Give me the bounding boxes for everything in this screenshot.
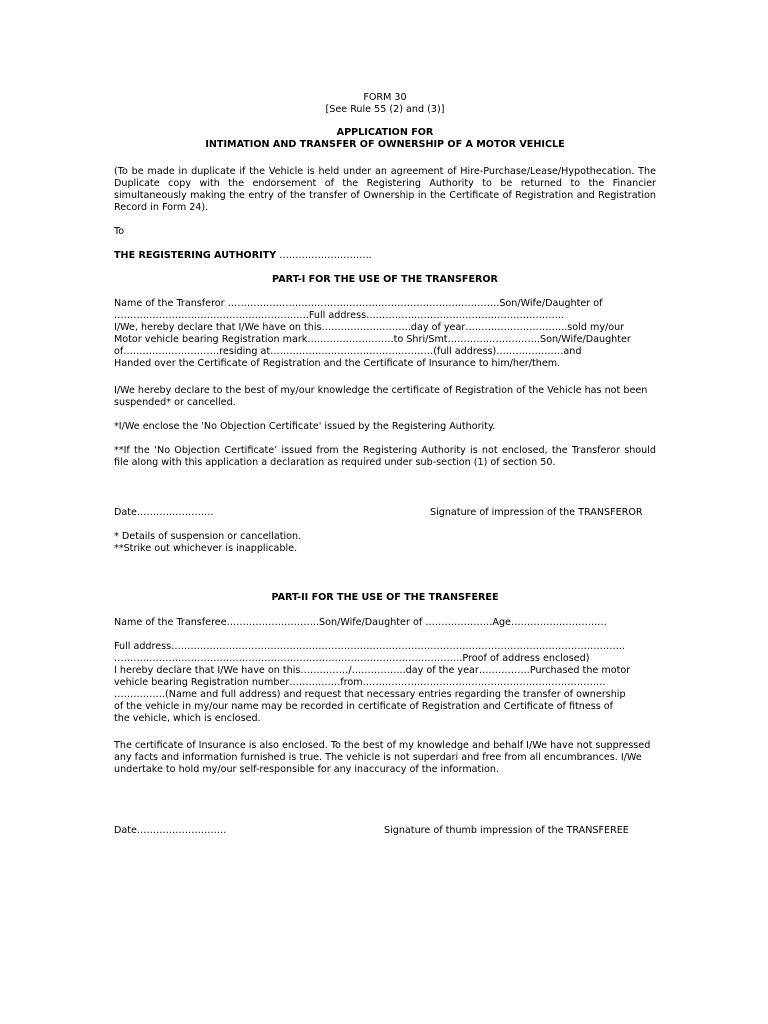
transferee-signature: Signature of thumb impression of the TRANSFEREE — [384, 825, 629, 836]
insurance-declaration — [114, 740, 656, 776]
transferee-name — [114, 617, 656, 629]
sale-date-line: I/We, hereby declare that I/We have on this……………………….day of year…………………………..sold my/our — [114, 322, 625, 333]
form-title-line-2: INTIMATION AND TRANSFER OF OWNERSHIP OF A MOTOR VEHICLE — [205, 139, 565, 150]
to-label: To — [114, 226, 125, 237]
declaration-text: I/We hereby declare to the best of my/our knowledge the certificate of Registration of the Vehicle has not been suspended* or cancelled. — [114, 385, 648, 408]
part1-transfer-details — [114, 298, 656, 370]
proof-of-address-line: ……………………………………………………………………………………………….Proof of address enclosed) — [114, 653, 590, 664]
note-strike-out: **Strike out whichever is inapplicable. — [114, 543, 298, 554]
purchase-date-line: I hereby declare that I/We have on this……………/……………..day of the year…………….Purchased the motor — [114, 665, 631, 676]
insurance-declaration-text: The certificate of Insurance is also enclosed. To the best of my knowledge and behalf I/We have not suppressed any facts and information furnished is true. The vehicle is not superdari and free from all encumbrances. I/We undertake to hold my/our self-responsible for any inaccuracy of the information. — [114, 740, 651, 775]
noc-enclosed — [114, 421, 656, 433]
authority-line — [114, 250, 656, 262]
part2-heading-text: PART-II FOR THE USE OF THE TRANSFEREE — [271, 592, 499, 603]
residence-line: of…………………………residing at……………………………………………(full address)…………………and — [114, 346, 582, 357]
enclosure-line: the vehicle, which is enclosed. — [114, 713, 261, 724]
intro-text: (To be made in duplicate if the Vehicle is held under an agreement of Hire-Purchase/Lease/Hypothecation. The Duplicate copy with the endorsement of the Registering Authority to be returned to the Financier simultaneously making the entry of the transfer of Ownership in the Certificate of Registration and Registration Record in Form 24). — [114, 166, 656, 213]
form-header — [114, 92, 656, 116]
registration-number-line: vehicle bearing Registration number…………….from…………………………………………………………………. — [114, 677, 606, 688]
transferor-date-label: Date…………………… — [114, 507, 214, 518]
authority-label: THE REGISTERING AUTHORITY — [114, 250, 277, 261]
note-suspension: * Details of suspension or cancellation. — [114, 531, 302, 542]
form-number: FORM 30 — [363, 92, 407, 103]
part1-heading — [114, 274, 656, 286]
noc-enclosed-text: *I/We enclose the 'No Objection Certificate' issued by the Registering Authority. — [114, 421, 496, 432]
noc-not-enclosed-text: **If the ‘No Objection Certificate’ issued from the Registering Authority is not enclosed, the Transferor should file along with this application a declaration as required under sub-section (1) of section 50. — [114, 445, 656, 468]
transferor-address-line: …………………………………………………….Full address…………………………………………………….. — [114, 310, 565, 321]
part2-heading — [114, 592, 656, 604]
handover-line: Handed over the Certificate of Registration and the Certificate of Insurance to him/her/them. — [114, 358, 561, 369]
form-title-line-1: APPLICATION FOR — [336, 127, 434, 138]
entries-request-line: …………….(Name and full address) and request that necessary entries regarding the transfer of ownership — [114, 689, 626, 700]
addressee — [114, 226, 656, 238]
part1-heading-text: PART-I FOR THE USE OF THE TRANSFEROR — [272, 274, 498, 285]
transferee-name-line: Name of the Transferee………………………..Son/Wife/Daughter of …………………Age………………………… — [114, 617, 607, 628]
transferee-date-label: Date………………………. — [114, 825, 227, 836]
part2-transfer-details — [114, 641, 656, 725]
transferor-name-line: Name of the Transferor ………………………………………………………………………….Son/Wife/Daughter of — [114, 298, 603, 309]
noc-not-enclosed — [114, 445, 656, 469]
recording-line: of the vehicle in my/our name may be recorded in certificate of Registration and Certificate of fitness of — [114, 701, 614, 712]
part1-notes — [114, 531, 656, 555]
transferor-signature: Signature of impression of the TRANSFEROR — [430, 507, 643, 518]
intro-paragraph — [114, 166, 656, 214]
authority-blank: ……………………….. — [279, 250, 372, 261]
part1-declaration — [114, 385, 656, 409]
transferee-address-line: Full address……………………………………………………………………………………………………………………………. — [114, 641, 626, 652]
form-title — [114, 127, 656, 151]
rule-reference: [See Rule 55 (2) and (3)] — [325, 104, 445, 115]
registration-mark-line: Motor vehicle bearing Registration mark………………………to Shri/Smt………………………..Son/Wife/Daughter — [114, 334, 631, 345]
